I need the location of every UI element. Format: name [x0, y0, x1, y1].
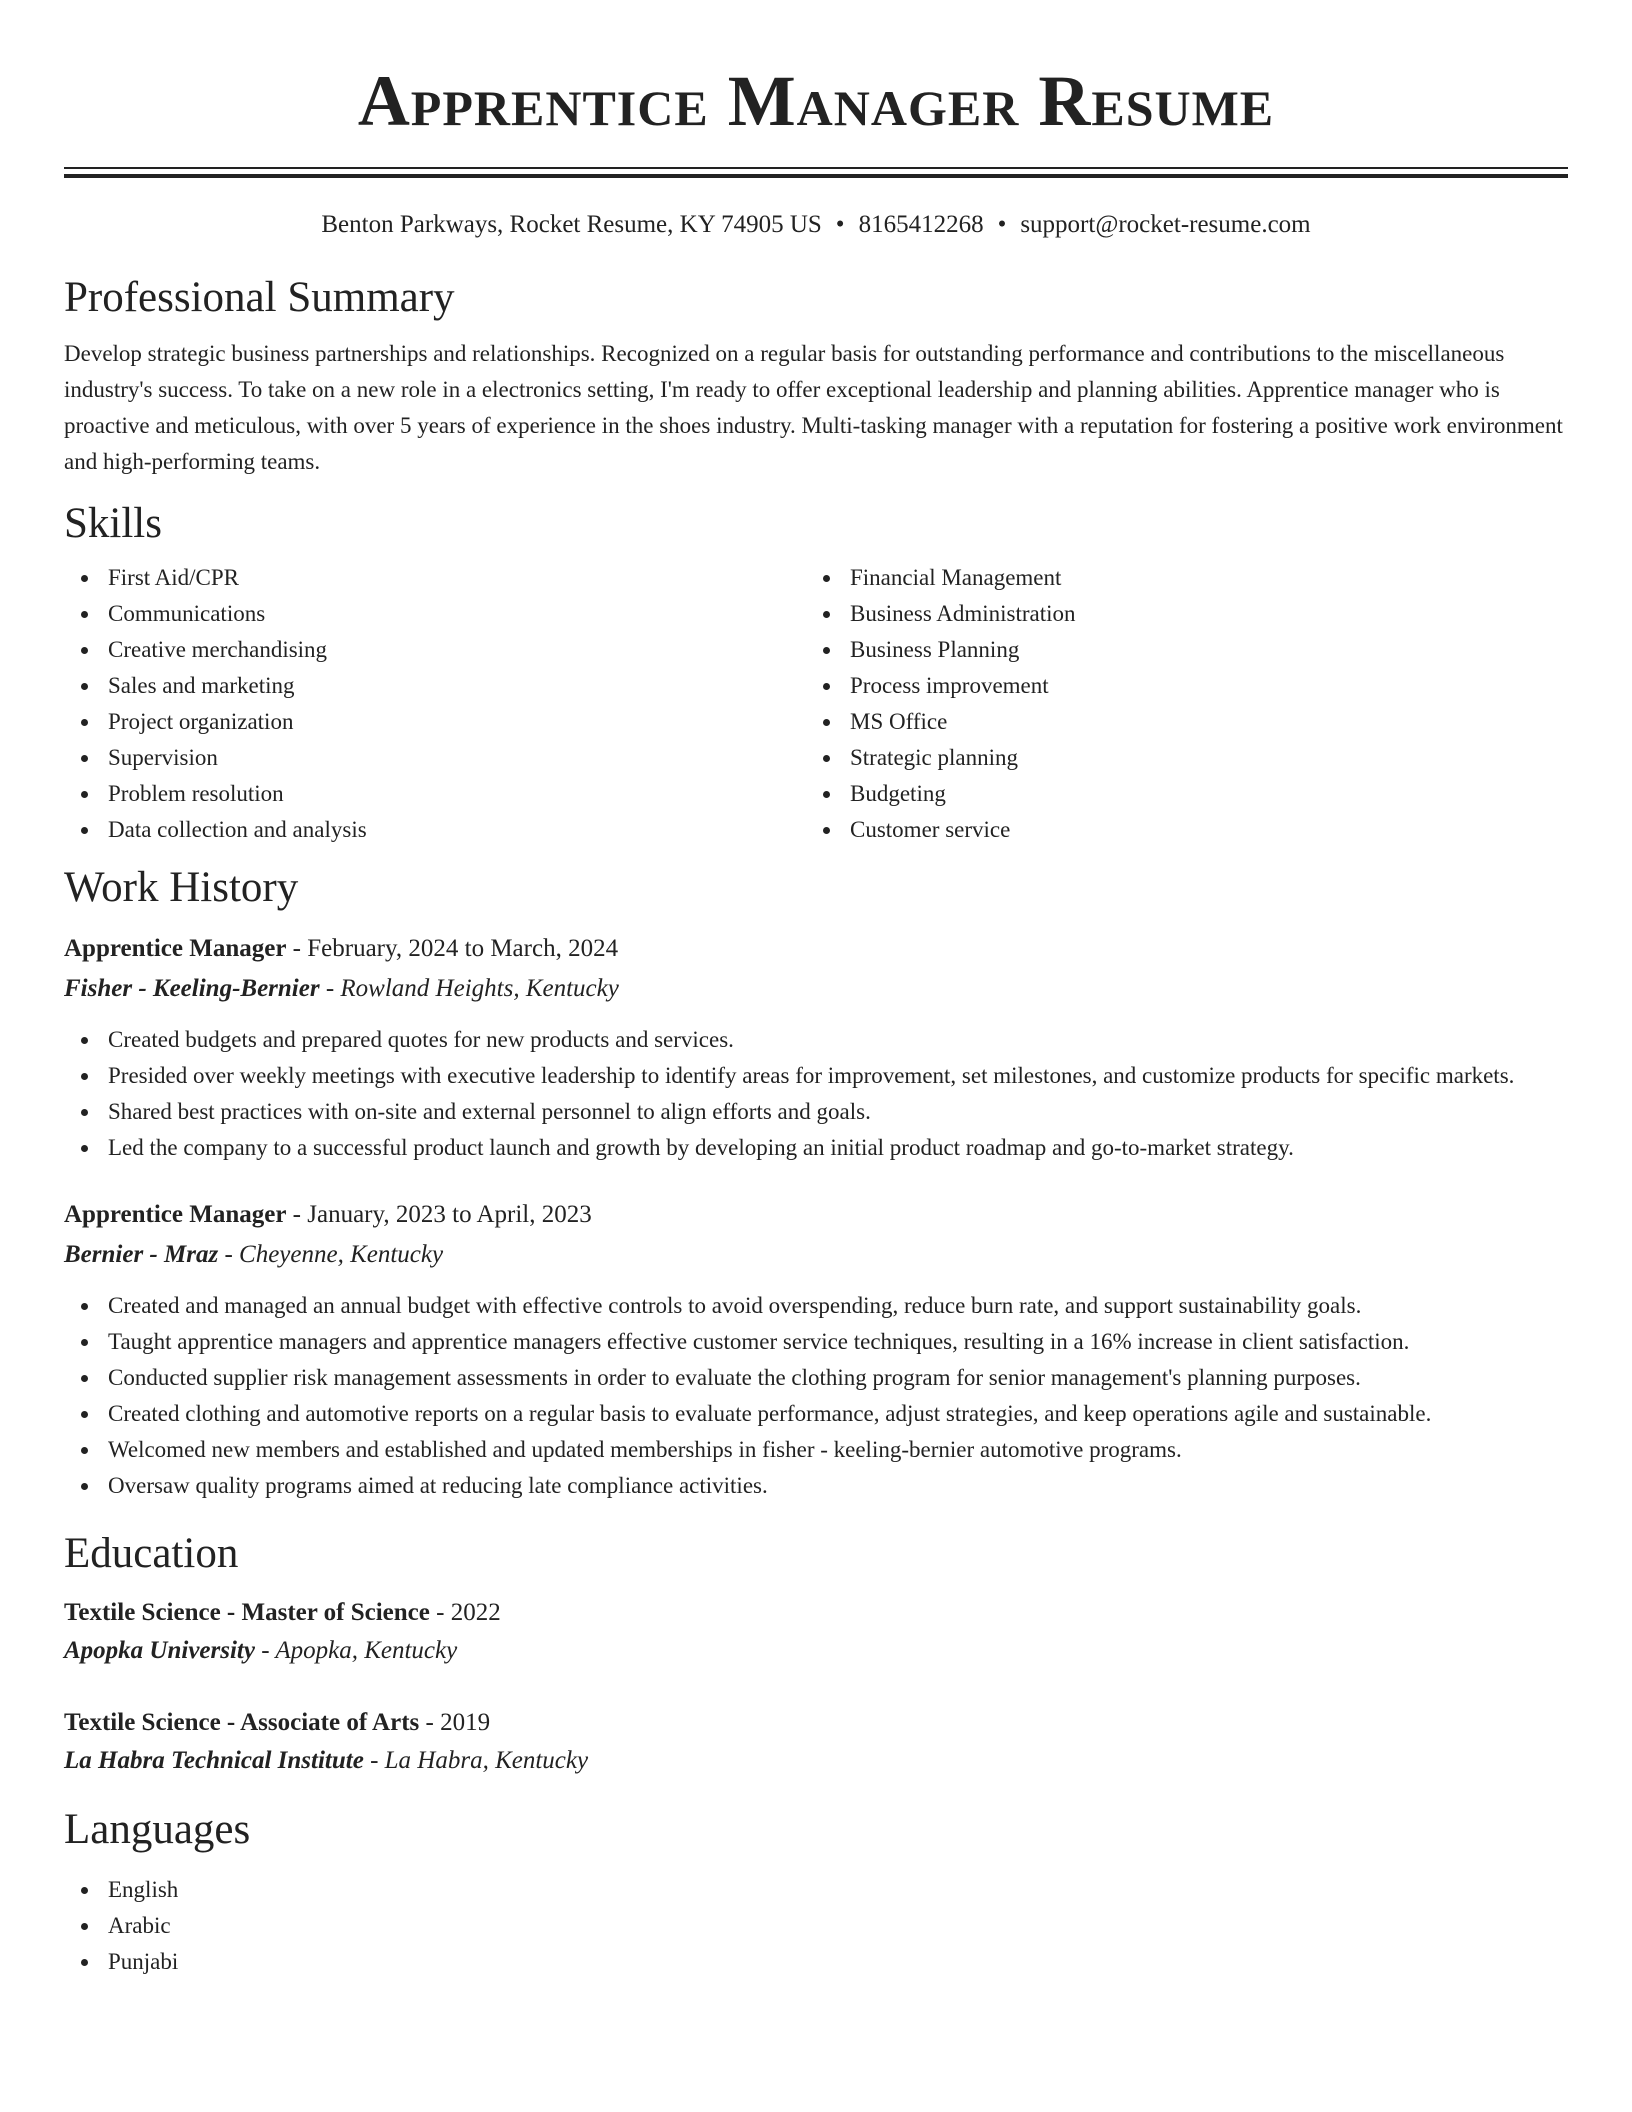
skill-item: Business Planning — [806, 632, 1548, 668]
job-duty-item: Welcomed new members and established and updated memberships in fisher - keeling-bernier automotive programs. — [64, 1432, 1568, 1468]
job-duties — [64, 1022, 1568, 1166]
job-company-line: Fisher - Keeling-Bernier - Rowland Heights, Kentucky — [64, 975, 619, 1002]
job-duty-item: Led the company to a successful product launch and growth by developing an initial product roadmap and go-to-market strategy. — [64, 1130, 1568, 1166]
education-school: La Habra Technical Institute — [64, 1747, 364, 1774]
skill-item: Sales and marketing — [64, 668, 806, 704]
job-title: Apprentice Manager — [64, 1201, 287, 1228]
job-location: Rowland Heights, Kentucky — [340, 975, 619, 1002]
education-year: 2019 — [440, 1709, 491, 1736]
education-school-line: La Habra Technical Institute - La Habra, Kentucky — [64, 1747, 589, 1774]
job-dates: January, 2023 to April, 2023 — [307, 1201, 592, 1228]
summary-text: Develop strategic business partnerships and relationships. Recognized on a regular basis for outstanding performance and contributions to the miscellaneous industry's success. To take on a new role in a electronics setting, I'm ready to offer exceptional leadership and planning abilities. Apprentice manager who is proactive and meticulous, with over 5 years of experience in the shoes industry. Multi-tasking manager with a reputation for fostering a positive work environment and high-performing teams. — [64, 341, 1563, 474]
education-school: Apopka University — [64, 1637, 255, 1664]
language-item: Arabic — [64, 1908, 1568, 1944]
education-degree-line: Textile Science - Master of Science - 2022 — [64, 1599, 501, 1626]
languages-list — [64, 1872, 1568, 1980]
skill-item: Business Administration — [806, 596, 1548, 632]
job-company-line: Bernier - Mraz - Cheyenne, Kentucky — [64, 1241, 444, 1268]
skills-column-right — [806, 560, 1548, 848]
title-divider — [64, 167, 1568, 178]
language-item: Punjabi — [64, 1944, 1568, 1980]
job-title-line: Apprentice Manager - January, 2023 to April, 2023 — [64, 1201, 592, 1228]
education-entry — [64, 1594, 1568, 1670]
resume-title: Apprentice Manager Resume — [357, 61, 1275, 141]
language-item: English — [64, 1872, 1568, 1908]
contact-separator: • — [997, 211, 1007, 238]
education-degree: Textile Science - Associate of Arts — [64, 1709, 420, 1736]
job-dates: February, 2024 to March, 2024 — [307, 935, 619, 962]
skill-item: Strategic planning — [806, 740, 1548, 776]
job-duty-item: Oversaw quality programs aimed at reducing late compliance activities. — [64, 1468, 1568, 1504]
work-history-heading: Work History — [64, 864, 299, 911]
education-heading: Education — [64, 1530, 239, 1577]
education-school-line: Apopka University - Apopka, Kentucky — [64, 1637, 458, 1664]
contact-address: Benton Parkways, Rocket Resume, KY 74905 US — [321, 211, 822, 238]
education-year: 2022 — [450, 1599, 501, 1626]
skills-list — [64, 560, 1568, 848]
skill-item: Data collection and analysis — [64, 812, 806, 848]
skill-item: Customer service — [806, 812, 1548, 848]
job-entry — [64, 1196, 1568, 1504]
job-title: Apprentice Manager — [64, 935, 287, 962]
skill-item: Problem resolution — [64, 776, 806, 812]
job-duty-item: Presided over weekly meetings with executive leadership to identify areas for improvement, set milestones, and customize products for specific markets. — [64, 1058, 1568, 1094]
skills-heading: Skills — [64, 500, 162, 547]
skills-column-left — [64, 560, 806, 848]
job-duty-item: Shared best practices with on-site and external personnel to align efforts and goals. — [64, 1094, 1568, 1130]
education-degree-line: Textile Science - Associate of Arts - 2019 — [64, 1709, 491, 1736]
skill-item: Supervision — [64, 740, 806, 776]
job-duty-item: Taught apprentice managers and apprentice managers effective customer service techniques, resulting in a 16% increase in client satisfaction. — [64, 1324, 1568, 1360]
skill-item: Communications — [64, 596, 806, 632]
languages-heading: Languages — [64, 1806, 251, 1853]
skill-item: Project organization — [64, 704, 806, 740]
contact-email: support@rocket-resume.com — [1020, 211, 1311, 238]
skill-item: Creative merchandising — [64, 632, 806, 668]
contact-phone: 8165412268 — [858, 211, 984, 238]
job-company: Fisher - Keeling-Bernier — [64, 975, 320, 1002]
job-duties — [64, 1288, 1568, 1504]
skill-item: Budgeting — [806, 776, 1548, 812]
contact-separator: • — [835, 211, 845, 238]
education-location: La Habra, Kentucky — [384, 1747, 589, 1774]
job-title-line: Apprentice Manager - February, 2024 to March, 2024 — [64, 935, 619, 962]
skill-item: Process improvement — [806, 668, 1548, 704]
job-duty-item: Created budgets and prepared quotes for new products and services. — [64, 1022, 1568, 1058]
education-degree: Textile Science - Master of Science — [64, 1599, 430, 1626]
skill-item: First Aid/CPR — [64, 560, 806, 596]
job-location: Cheyenne, Kentucky — [239, 1241, 444, 1268]
skill-item: Financial Management — [806, 560, 1548, 596]
job-company: Bernier - Mraz — [64, 1241, 219, 1268]
job-duty-item: Created and managed an annual budget with effective controls to avoid overspending, reduce burn rate, and support sustainability goals. — [64, 1288, 1568, 1324]
education-location: Apopka, Kentucky — [275, 1637, 458, 1664]
contact-line — [64, 208, 1568, 242]
education-entry — [64, 1704, 1568, 1780]
skill-item: MS Office — [806, 704, 1548, 740]
summary-heading: Professional Summary — [64, 274, 455, 321]
job-entry — [64, 930, 1568, 1166]
job-duty-item: Created clothing and automotive reports on a regular basis to evaluate performance, adjust strategies, and keep operations agile and sustainable. — [64, 1396, 1568, 1432]
job-duty-item: Conducted supplier risk management assessments in order to evaluate the clothing program for senior management's planning purposes. — [64, 1360, 1568, 1396]
